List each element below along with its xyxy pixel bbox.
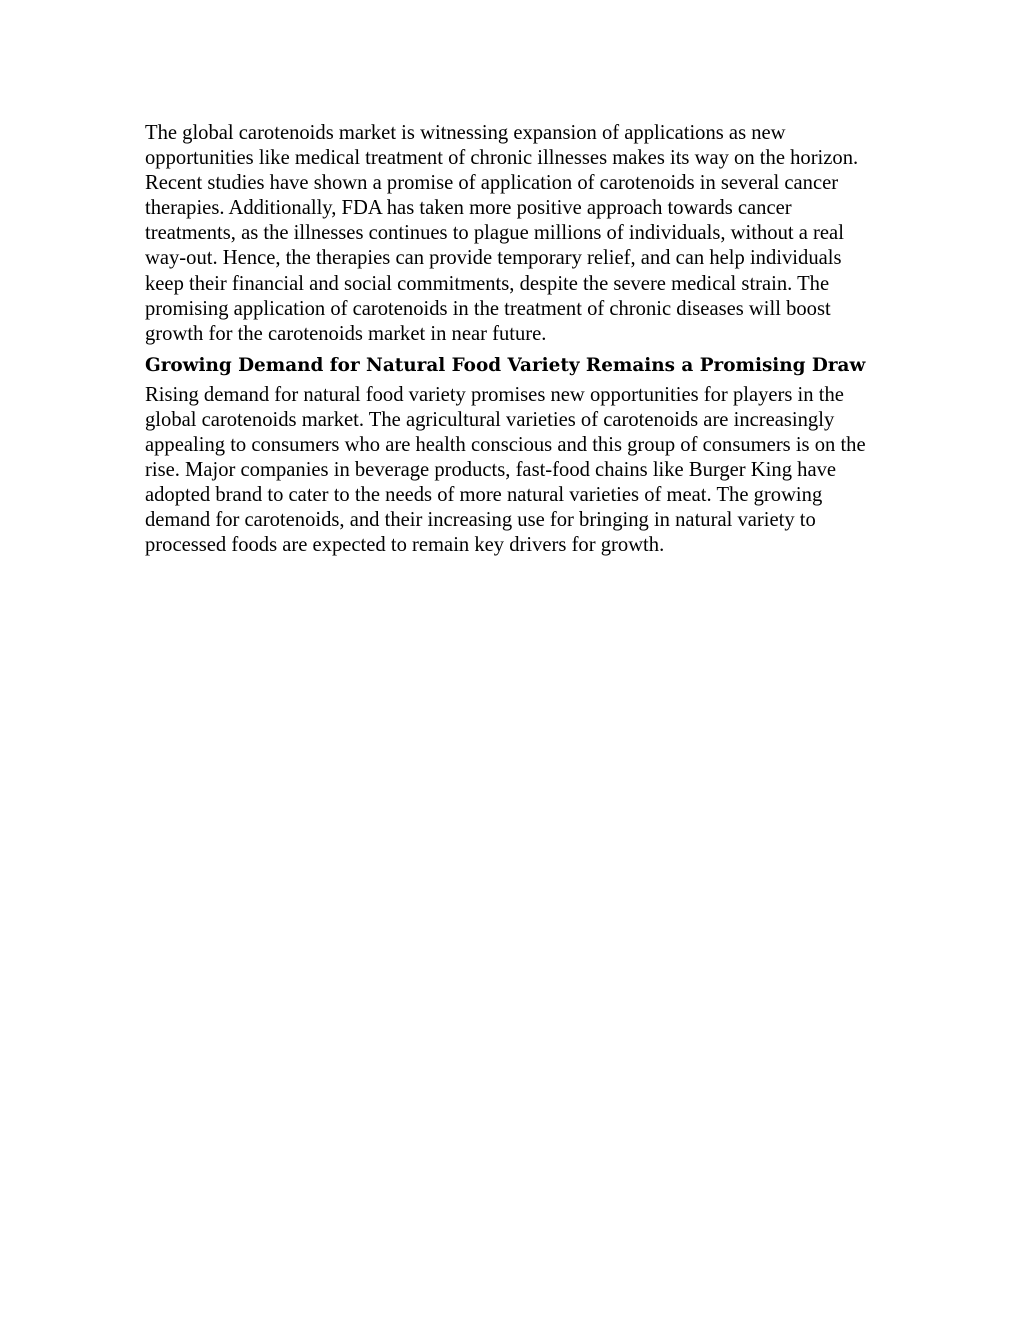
section-heading: Growing Demand for Natural Food Variety Remains a Promising Draw [145, 354, 866, 376]
document-body [145, 121, 885, 559]
body-paragraph: The global carotenoids market is witnessing expansion of applications as new opportunities like medical treatment of chronic illnesses makes its way on the horizon. Recent studies have shown a promise of application of carotenoids in several cancer therapies. Additionally, FDA has taken more positive approach towards cancer treatments, as the illnesses continues to plague millions of individuals, without a real way-out. Hence, the therapies can provide temporary relief, and can help individuals keep their financial and social commitments, despite the severe medical strain. The promising application of carotenoids in the treatment of chronic diseases will boost growth for the carotenoids market in near future. [145, 122, 859, 345]
body-paragraph: Rising demand for natural food variety promises new opportunities for players in the global carotenoids market. The agricultural varieties of carotenoids are increasingly appealing to consumers who are health conscious and this group of consumers is on the rise. Major companies in beverage products, fast-food chains like Burger King have adopted brand to cater to the needs of more natural varieties of meat. The growing demand for carotenoids, and their increasing use for bringing in natural variety to processed foods are expected to remain key drivers for growth. [145, 383, 866, 557]
